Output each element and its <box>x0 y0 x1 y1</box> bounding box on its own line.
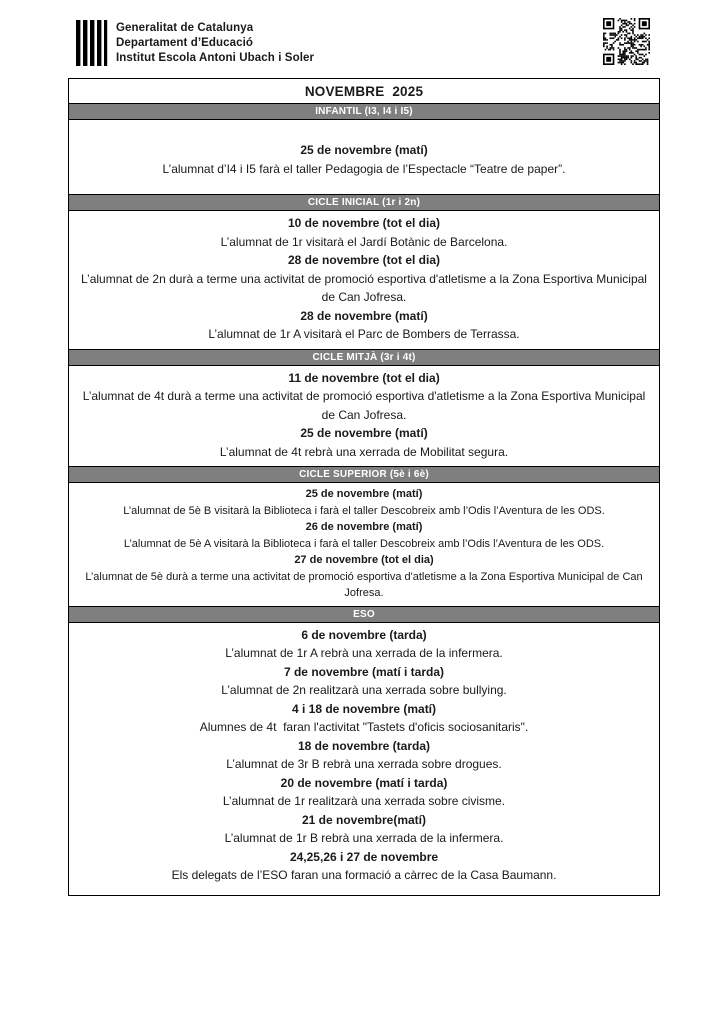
event-description: L’alumnat de 4t rebrà una xerrada de Mobilitat segura. <box>219 444 509 459</box>
event-description: Alumnes de 4t faran l'activitat "Tastets d'oficis sociosanitaris". <box>199 720 529 734</box>
section-body <box>69 623 659 895</box>
event-date: 10 de novembre (tot el dia) <box>287 216 441 230</box>
event-date: 6 de novembre (tarda) <box>301 627 427 642</box>
event-description: L’alumnat de 1r visitarà el Jardí Botànic de Barcelona. <box>220 234 508 249</box>
section-body <box>69 120 659 194</box>
event-description: L’alumnat de 3r B rebrà una xerrada sobre drogues. <box>226 757 502 771</box>
section-heading: ESO <box>69 606 659 623</box>
event-description: L’alumnat d’I4 i I5 farà el taller Pedagogia de l’Espectacle “Teatre de paper”. <box>162 161 566 176</box>
event-date: 28 de novembre (tot el dia) <box>287 253 441 267</box>
section-heading: CICLE INICIAL (1r i 2n) <box>69 194 659 211</box>
event-date: 28 de novembre (matí) <box>300 308 428 323</box>
event-description: L’alumnat de 2n durà a terme una activitat de promoció esportiva d'atletisme a la Zona Esportiva Municipal de Can Jofresa. <box>81 271 651 304</box>
event-description: L’alumnat de 5è durà a terme una activitat de promoció esportiva d'atletisme a la Zona Esportiva Municipal de Can Jofresa. <box>85 570 646 599</box>
calendar-table <box>68 78 660 896</box>
org-line-1: Generalitat de Catalunya <box>116 22 254 34</box>
document-title: NOVEMBRE 2025 <box>304 84 424 99</box>
section-heading: CICLE SUPERIOR (5è i 6è) <box>69 466 659 483</box>
calendar-section <box>69 606 659 895</box>
calendar-section <box>69 466 659 606</box>
calendar-section <box>69 194 659 349</box>
event-date: 4 i 18 de novembre (matí) <box>291 701 437 716</box>
section-heading: INFANTIL (I3, I4 i I5) <box>69 103 659 120</box>
section-body <box>69 211 659 349</box>
generalitat-logo-icon <box>75 20 108 66</box>
org-line-2: Departament d’Educació <box>116 37 254 49</box>
event-date: 21 de novembre(matí) <box>301 812 427 827</box>
event-date: 27 de novembre (tot el dia) <box>294 554 434 566</box>
event-date: 25 de novembre (matí) <box>300 143 428 157</box>
event-date: 26 de novembre (matí) <box>305 521 423 533</box>
section-body <box>69 366 659 467</box>
calendar-sections <box>69 103 659 895</box>
calendar-section <box>69 349 659 467</box>
event-description: L’alumnat de 5è A visitarà la Biblioteca i farà el taller Descobreix amb l’Odis l’Aventura de les ODS. <box>123 537 605 550</box>
section-heading: CICLE MITJÀ (3r i 4t) <box>69 349 659 366</box>
qr-code <box>603 18 650 65</box>
event-date: 20 de novembre (matí i tarda) <box>280 775 448 790</box>
event-description: L’alumnat de 1r A visitarà el Parc de Bombers de Terrassa. <box>208 327 520 341</box>
event-date: 7 de novembre (matí i tarda) <box>283 664 445 679</box>
organization-block <box>116 21 314 66</box>
org-line-3: Institut Escola Antoni Ubach i Soler <box>116 52 315 64</box>
section-body <box>69 483 659 606</box>
event-description: L’alumnat de 1r realitzarà una xerrada sobre civisme. <box>222 794 506 808</box>
event-description: L’alumnat de 1r B rebrà una xerrada de la infermera. <box>224 831 504 845</box>
event-description: L’alumnat de 1r A rebrà una xerrada de la infermera. <box>225 646 503 660</box>
event-date: 24,25,26 i 27 de novembre <box>289 849 439 864</box>
event-date: 25 de novembre (matí) <box>300 426 428 440</box>
event-date: 25 de novembre (matí) <box>305 488 423 500</box>
event-date: 18 de novembre (tarda) <box>297 738 431 753</box>
event-description: L’alumnat de 5è B visitarà la Biblioteca i farà el taller Descobreix amb l’Odis l’Aventura de les ODS. <box>123 504 605 517</box>
event-description: Els delegats de l’ESO faran una formació a càrrec de la Casa Baumann. <box>171 868 557 882</box>
event-description: L’alumnat de 4t durà a terme una activitat de promoció esportiva d'atletisme a la Zona Esportiva Municipal de Can Jofresa. <box>82 389 649 422</box>
event-date: 11 de novembre (tot el dia) <box>288 370 440 385</box>
calendar-section <box>69 103 659 194</box>
event-description: L’alumnat de 2n realitzarà una xerrada sobre bullying. <box>221 683 507 697</box>
